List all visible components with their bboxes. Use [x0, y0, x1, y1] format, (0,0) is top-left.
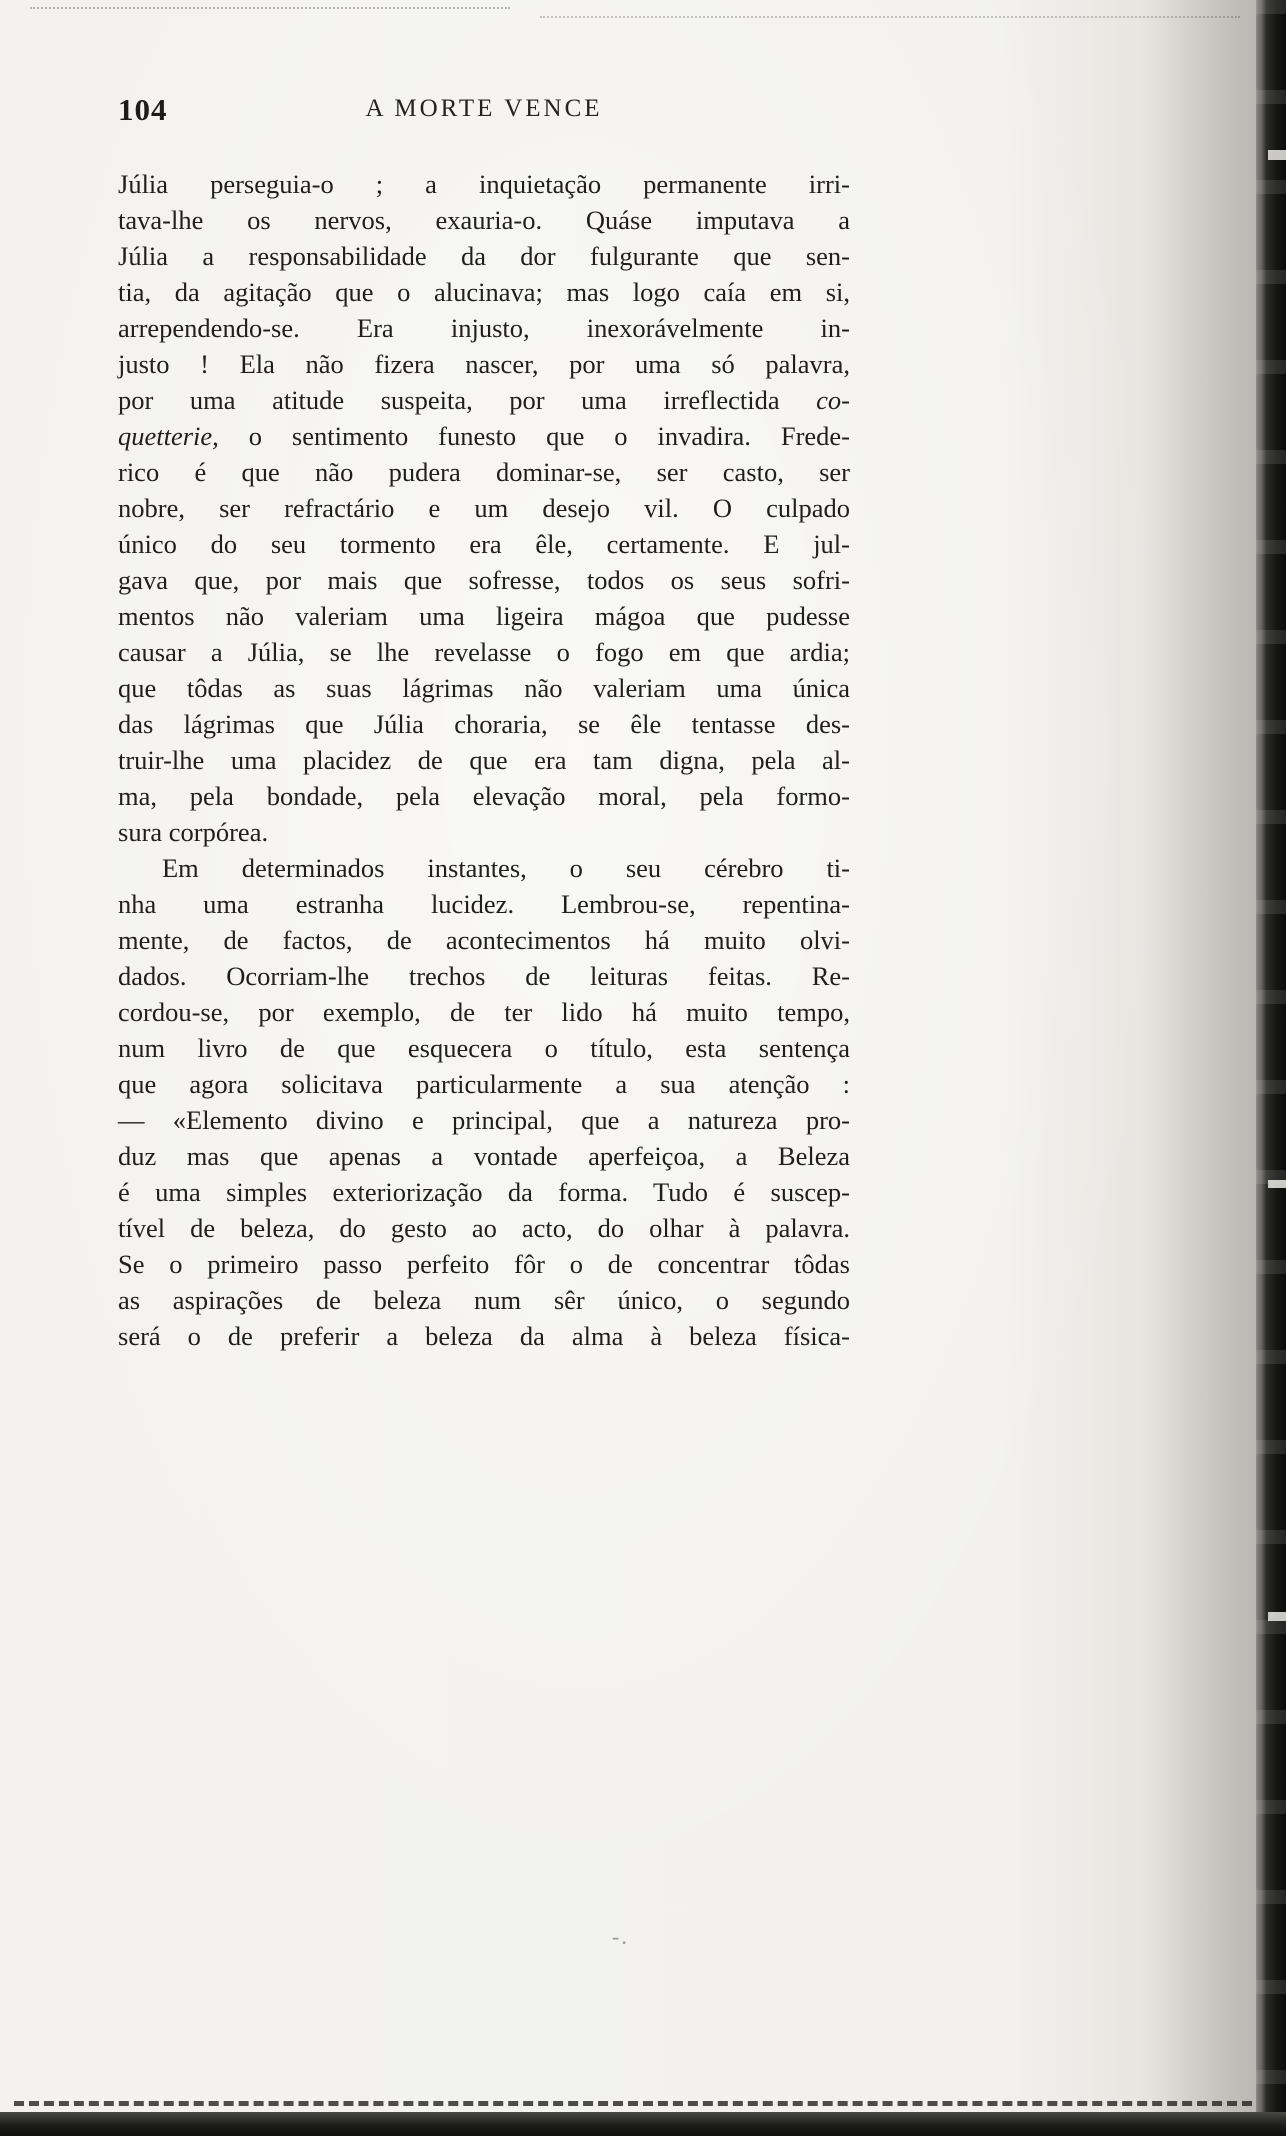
text-line: cordou-se, por exemplo, de ter lido há muito tempo, [118, 997, 850, 1027]
page-edge-shadow [1140, 0, 1260, 2136]
text-line: que agora solicitava particularmente a sua atenção : [118, 1069, 850, 1099]
text-line: tia, da agitação que o alucinava; mas logo caía em si, [118, 277, 850, 307]
text-line: Em determinados instantes, o seu cérebro ti- [162, 853, 850, 883]
text-block [118, 92, 850, 1354]
text-line [118, 382, 850, 418]
text-line: dados. Ocorriam-lhe trechos de leituras feitas. Re- [118, 961, 850, 991]
text-line: é uma simples exteriorização da forma. Tudo é suscep- [118, 1177, 850, 1207]
text-line: único do seu tormento era êle, certamente. E jul- [118, 529, 850, 559]
scan-artifact-dashed-line [14, 2101, 1252, 2106]
scan-artifact-dotted-line [30, 7, 510, 9]
text-line: mentos não valeriam uma ligeira mágoa que pudesse [118, 601, 850, 631]
text-line: será o de preferir a beleza da alma à beleza física- [118, 1321, 850, 1351]
text-line: duz mas que apenas a vontade aperfeiçoa, a Beleza [118, 1141, 850, 1171]
italic-text: co- [816, 385, 850, 415]
edge-notch [1268, 150, 1286, 160]
text-line: as aspirações de beleza num sêr único, o segundo [118, 1285, 850, 1315]
plain-text: o sentimento funesto que o invadira. Frede- [218, 421, 850, 451]
text-line [118, 418, 850, 454]
text-line: gava que, por mais que sofresse, todos os seus sofri- [118, 565, 850, 595]
page-text [118, 166, 850, 1354]
scan-artifact-dotted-line [540, 16, 1240, 18]
scan-smudge: -. [612, 1924, 629, 1949]
page-number: 104 [118, 92, 168, 127]
text-line: mente, de factos, de acontecimentos há muito olvi- [118, 925, 850, 955]
page-header [118, 92, 850, 132]
text-line: tava-lhe os nervos, exauria-o. Quáse imputava a [118, 205, 850, 235]
text-line: justo ! Ela não fizera nascer, por uma só palavra, [118, 349, 850, 379]
book-gutter-edge [1256, 0, 1286, 2136]
text-line: truir-lhe uma placidez de que era tam digna, pela al- [118, 745, 850, 775]
text-line: ma, pela bondade, pela elevação moral, pela formo- [118, 781, 850, 811]
text-line: tível de beleza, do gesto ao acto, do olhar à palavra. [118, 1213, 850, 1243]
italic-text: quetterie, [118, 421, 219, 451]
text-line: rico é que não pudera dominar-se, ser casto, ser [118, 457, 850, 487]
running-title: A MORTE VENCE [365, 95, 603, 122]
text-line: sura corpórea. [118, 817, 269, 847]
text-line: Se o primeiro passo perfeito fôr o de concentrar tôdas [118, 1249, 850, 1279]
text-line: que tôdas as suas lágrimas não valeriam uma única [118, 673, 850, 703]
text-line: Júlia perseguia-o ; a inquietação permanente irri- [118, 169, 850, 199]
text-line: arrependendo-se. Era injusto, inexorávelmente in- [118, 313, 850, 343]
text-line: Júlia a responsabilidade da dor fulgurante que sen- [118, 241, 850, 271]
text-line: num livro de que esquecera o título, esta sentença [118, 1033, 850, 1063]
text-line: causar a Júlia, se lhe revelasse o fogo em que ardia; [118, 637, 850, 667]
edge-notch [1268, 1180, 1286, 1188]
scan-bottom-band [0, 2112, 1286, 2136]
plain-text: por uma atitude suspeita, por uma irreflectida [118, 385, 817, 415]
edge-notch [1268, 1612, 1286, 1621]
text-line: das lágrimas que Júlia choraria, se êle tentasse des- [118, 709, 850, 739]
text-line: nobre, ser refractário e um desejo vil. O culpado [118, 493, 850, 523]
text-line: nha uma estranha lucidez. Lembrou-se, repentina- [118, 889, 850, 919]
text-line: — «Elemento divino e principal, que a natureza pro- [118, 1105, 850, 1135]
